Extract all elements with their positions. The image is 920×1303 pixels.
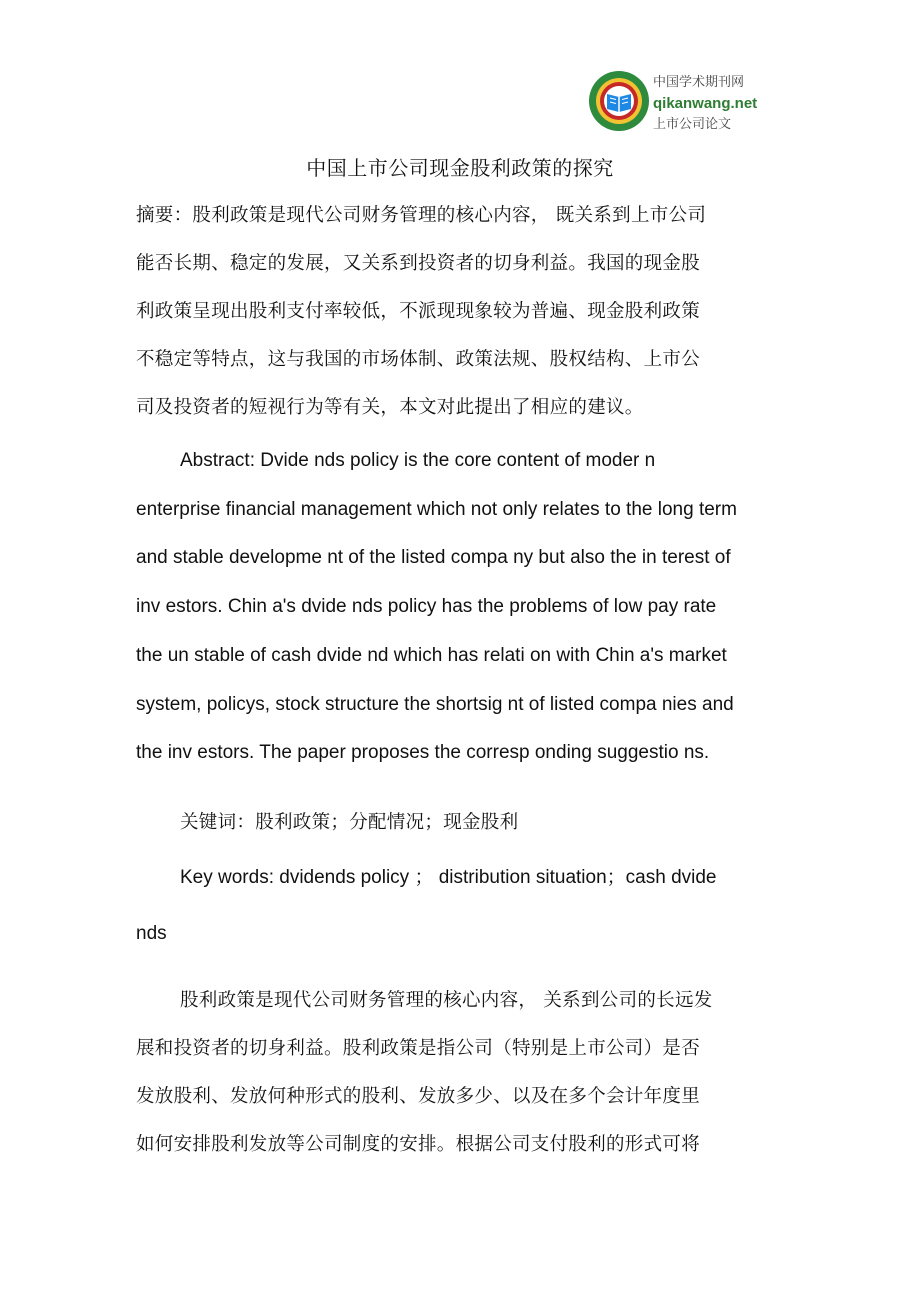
keywords-english <box>136 850 717 962</box>
abstract-en-line: the inv estors. The paper proposes the corresp onding suggestio ns. <box>136 742 710 764</box>
body-paragraph <box>136 977 713 1169</box>
abstract-cn-line: 利政策呈现出股利支付率较低，不派现现象较为普遍、现金股利政策 <box>136 301 701 322</box>
abstract-en-line: the un stable of cash dvide nd which has relati on with Chin a's market <box>136 644 727 666</box>
abstract-en-line: system, policys, stock structure the shortsig nt of listed compa nies and <box>136 693 734 715</box>
abstract-cn-line: 摘要：股利政策是现代公司财务管理的核心内容， 既关系到上市公司 <box>136 205 707 226</box>
abstract-en-line: inv estors. Chin a's dvide nds policy has the problems of low pay rate <box>136 596 717 618</box>
watermark-url: qikanwang.net <box>653 95 758 112</box>
document-title: 中国上市公司现金股利政策的探究 <box>306 156 614 180</box>
abstract-en-line: enterprise financial management which not only relates to the long term <box>136 498 737 520</box>
watermark-site-name: 中国学术期刊网 <box>653 75 745 90</box>
keywords-en-line: Key words: dvidends policy ； distribution situation；cash dvide <box>180 867 717 888</box>
abstract-english <box>136 437 737 778</box>
abstract-cn-line: 司及投资者的短视行为等有关，本文对此提出了相应的建议。 <box>136 397 644 418</box>
site-watermark <box>653 72 757 135</box>
abstract-chinese <box>136 192 706 432</box>
body-line: 展和投资者的切身利益。股利政策是指公司（特别是上市公司）是否 <box>136 1038 701 1059</box>
body-line: 股利政策是现代公司财务管理的核心内容， 关系到公司的长远发 <box>180 990 713 1011</box>
keywords-cn-line: 关键词：股利政策；分配情况；现金股利 <box>180 812 519 833</box>
keywords-en-line: nds <box>136 923 167 944</box>
abstract-cn-line: 能否长期、稳定的发展，又关系到投资者的切身利益。我国的现金股 <box>136 253 701 274</box>
abstract-cn-line: 不稳定等特点，这与我国的市场体制、政策法规、股权结构、上市公 <box>136 349 701 370</box>
watermark-category: 上市公司论文 <box>653 117 732 132</box>
site-logo-icon <box>588 70 650 132</box>
abstract-en-line: Abstract: Dvide nds policy is the core content of moder n <box>180 450 656 471</box>
body-line: 如何安排股利发放等公司制度的安排。根据公司支付股利的形式可将 <box>136 1134 701 1155</box>
abstract-en-line: and stable developme nt of the listed compa ny but also the in terest of <box>136 547 731 569</box>
keywords-chinese <box>136 799 518 847</box>
body-line: 发放股利、发放何种形式的股利、发放多少、以及在多个会计年度里 <box>136 1086 701 1107</box>
